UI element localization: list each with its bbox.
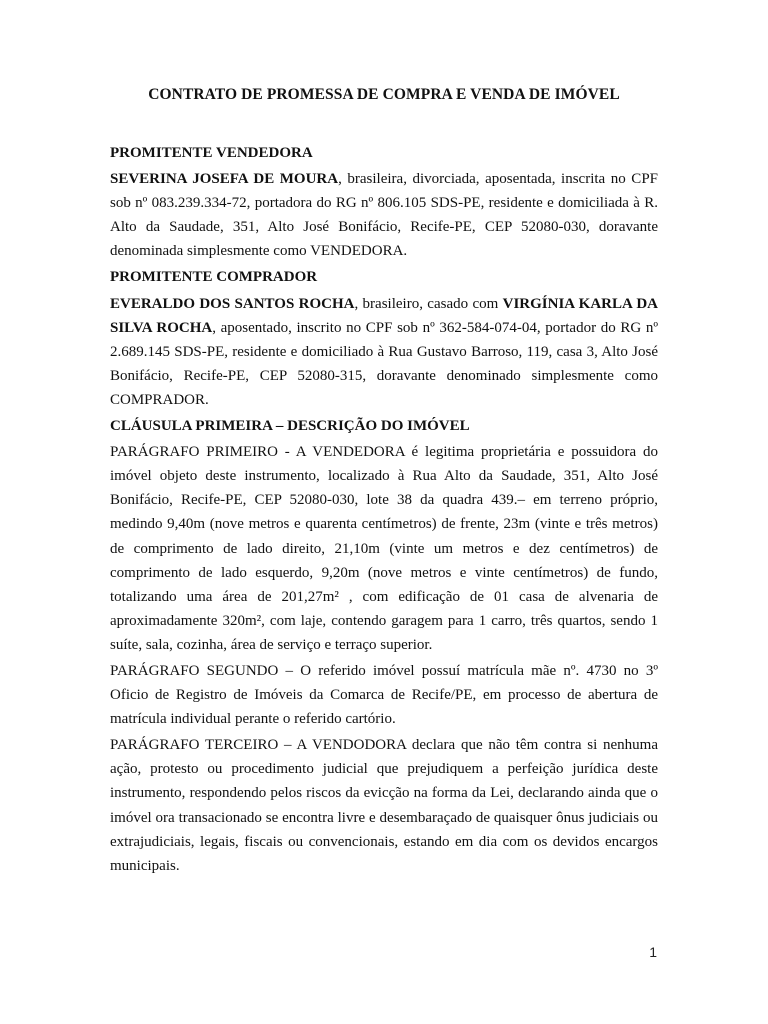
document-title: CONTRATO DE PROMESSA DE COMPRA E VENDA DE IMÓVEL	[148, 86, 620, 103]
clause-1-paragraph-1: PARÁGRAFO PRIMEIRO - A VENDEDORA é legitima proprietária e possuidora do imóvel objeto deste instrumento, localizado à Rua Alto da Saudade, 351, Alto José Bonifácio, Recife-PE, CEP 52080-030, lote 38 da quadra 439.– em terreno próprio, medindo 9,40m (nove metros e quarenta centímetros) de frente, 23m (vinte e três metros) de comprimento de lado direito, 21,10m (vinte um metros e dez centímetros) de comprimento de lado esquerdo, 9,20m (nove metros e vinte centímetros) de fundo, totalizando uma área de 201,27m² , com edificação de 01 casa de alvenaria de aproximadamente 320m², com laje, contendo garagem para 1 carro, três quartos, sendo 1 suíte, sala, cozinha, área de serviço e terraço superior.	[110, 444, 658, 653]
clause-1-paragraph-2: PARÁGRAFO SEGUNDO – O referido imóvel possuí matrícula mãe nº. 4730 no 3º Oficio de Registro de Imóveis da Comarca de Recife/PE, em processo de abertura de matrícula individual perante o referido cartório.	[110, 662, 658, 728]
buyer-details-1: , brasileiro, casado com	[354, 295, 503, 312]
clause-1-heading: CLÁUSULA PRIMEIRA – DESCRIÇÃO DO IMÓVEL	[110, 418, 470, 435]
seller-paragraph	[110, 167, 658, 263]
document-body	[110, 141, 658, 880]
clause-1-paragraph-3: PARÁGRAFO TERCEIRO – A VENDODORA declara que não têm contra si nenhuma ação, protesto ou procedimento judicial que prejudiquem a perfeição jurídica deste instrumento, respondendo pelos riscos da evicção na forma da Lei, declarando ainda que o imóvel ora transacionado se encontra livre e desembaraçado de quaisquer ônus judiciais ou extrajudiciais, legais, fiscais ou convencionais, estando em dia com os devidos encargos municipais.	[110, 737, 658, 874]
seller-heading: PROMITENTE VENDEDORA	[110, 145, 313, 161]
page-number: 1	[649, 944, 657, 960]
buyer-name: EVERALDO DOS SANTOS ROCHA	[110, 295, 355, 312]
buyer-details-2: , aposentado, inscrito no CPF sob nº 362-584-074-04, portador do RG nº 2.689.145 SDS-PE, residente e domiciliado à Rua Gustavo Barroso, 119, casa 3, Alto José Bonifácio, Recife-PE, CEP 52080-315, doravante denominado simplesmente como COMPRADOR.	[110, 319, 659, 408]
buyer-heading: PROMITENTE COMPRADOR	[110, 269, 318, 286]
buyer-spouse-name: VIRGÍNIA KARLA DA SILVA ROCHA	[110, 295, 658, 336]
buyer-paragraph	[110, 292, 658, 412]
seller-name: SEVERINA JOSEFA DE MOURA	[110, 171, 339, 188]
seller-details: , brasileira, divorciada, aposentada, inscrita no CPF sob nº 083.239.334-72, portadora do RG nº 806.105 SDS-PE, residente e domiciliada à R. Alto da Saudade, 351, Alto José Bonifácio, Recife-PE, CEP 52080-030, doravante denominada simplesmente como VENDEDORA.	[110, 171, 658, 260]
